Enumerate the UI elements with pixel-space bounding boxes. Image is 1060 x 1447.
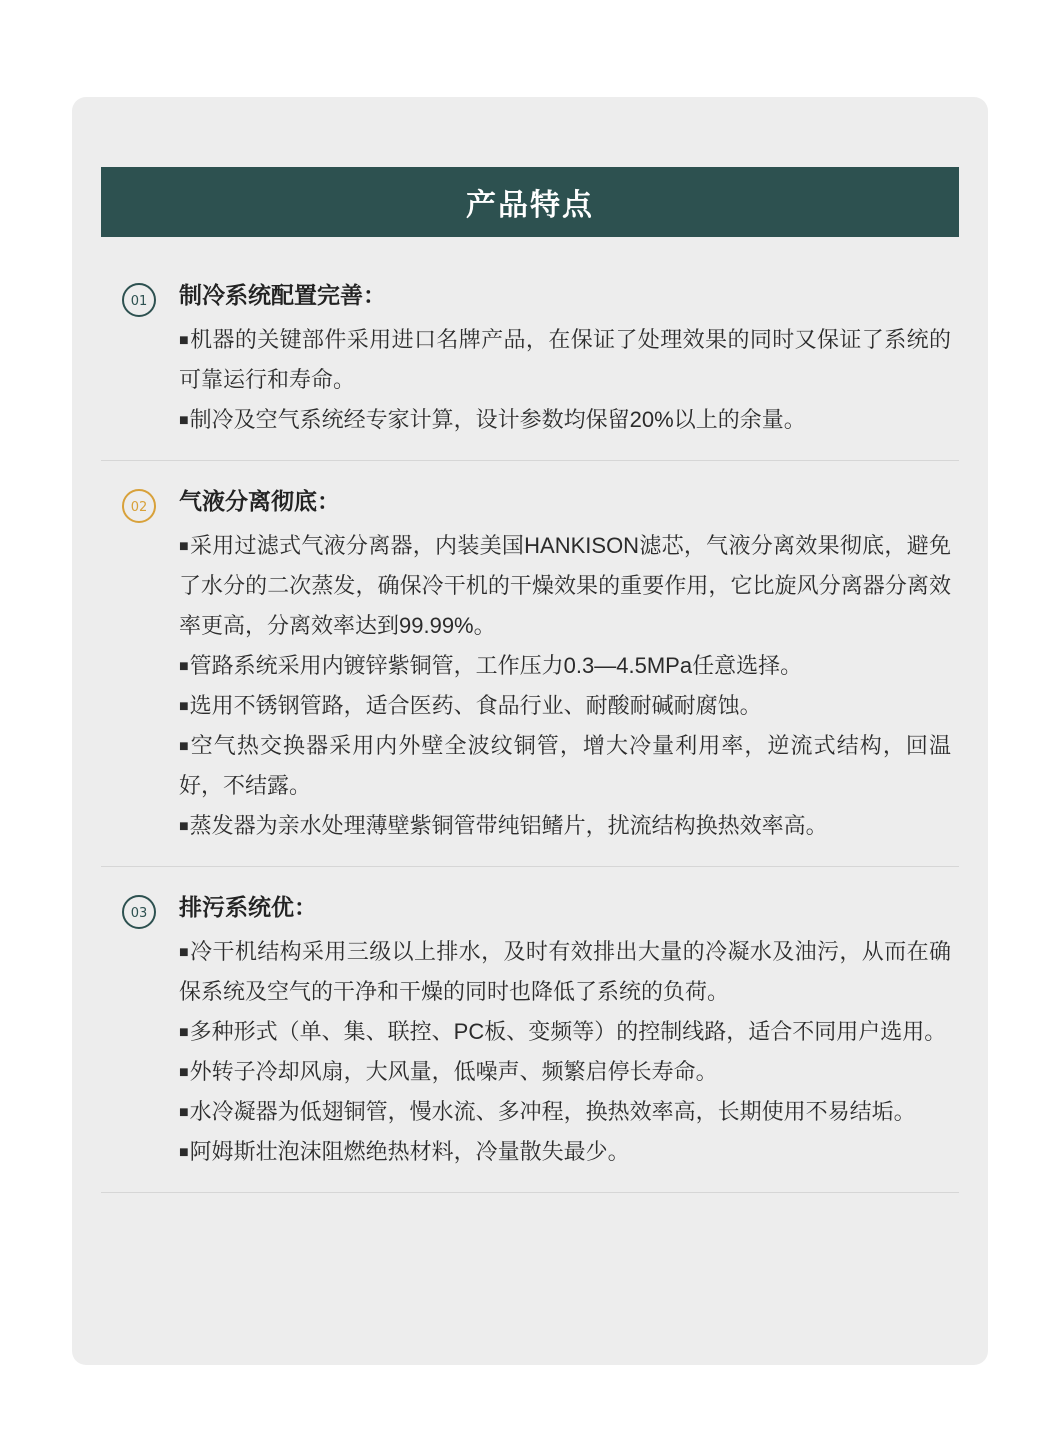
square-bullet-icon: ■: [179, 737, 190, 755]
feature-title: 制冷系统配置完善：: [179, 282, 386, 308]
feature-bullet-text: 空气热交换器采用内外壁全波纹铜管，增大冷量利用率，逆流式结构，回温好，不结露。: [179, 732, 951, 798]
feature-body: [179, 277, 959, 440]
feature-title: 排污系统优：: [179, 893, 317, 920]
square-bullet-icon: ■: [179, 1063, 189, 1081]
feature-section: [101, 255, 959, 461]
feature-bullet: [179, 686, 951, 726]
square-bullet-icon: ■: [179, 817, 189, 835]
feature-bullet-text: 选用不锈钢管路，适合医药、食品行业、耐酸耐碱耐腐蚀。: [189, 692, 762, 718]
feature-bullet-text: 阿姆斯壮泡沫阻燃绝热材料，冷量散失最少。: [189, 1138, 630, 1164]
feature-bullet: [179, 932, 951, 1012]
section-header-bar: [101, 167, 959, 237]
feature-bullet: [179, 1012, 951, 1052]
feature-bullet: [179, 526, 951, 646]
feature-section: [101, 461, 959, 867]
feature-number-badge: 02: [122, 489, 156, 523]
feature-bullet: [179, 320, 951, 400]
square-bullet-icon: ■: [179, 537, 189, 555]
feature-bullet: [179, 400, 951, 440]
feature-bullet: [179, 1132, 951, 1172]
feature-bullet-text: 冷干机结构采用三级以上排水，及时有效排出大量的冷凝水及油污，从而在确保系统及空气的干净和干燥的同时也降低了系统的负荷。: [179, 938, 951, 1004]
feature-number-badge: 01: [122, 283, 156, 317]
page-title: 产品特点: [466, 189, 594, 222]
feature-number-badge: 03: [122, 895, 156, 929]
square-bullet-icon: ■: [179, 1103, 189, 1121]
feature-bullet-text: 蒸发器为亲水处理薄壁紫铜管带纯铝鳍片，扰流结构换热效率高。: [189, 812, 828, 838]
feature-bullet: [179, 1092, 951, 1132]
feature-section: [101, 867, 959, 1193]
feature-bullet: [179, 1052, 951, 1092]
feature-bullet-text: 多种形式（单、集、联控、PC板、变频等）的控制线路，适合不同用户选用。: [189, 1018, 947, 1044]
feature-bullet: [179, 726, 951, 806]
feature-body: [179, 889, 959, 1172]
features-list: [101, 255, 959, 1193]
square-bullet-icon: ■: [179, 943, 190, 961]
square-bullet-icon: ■: [179, 411, 189, 429]
feature-title: 气液分离彻底：: [179, 487, 340, 514]
feature-bullet: [179, 646, 951, 686]
square-bullet-icon: ■: [179, 657, 189, 675]
square-bullet-icon: ■: [179, 331, 190, 349]
feature-bullet-text: 水冷凝器为低翅铜管，慢水流、多冲程，换热效率高，长期使用不易结垢。: [189, 1098, 916, 1124]
feature-body: [179, 483, 959, 846]
feature-bullet-text: 管路系统采用内镀锌紫铜管，工作压力0.3—4.5MPa任意选择。: [189, 652, 803, 678]
feature-bullet-text: 外转子冷却风扇，大风量，低噪声、频繁启停长寿命。: [189, 1058, 718, 1084]
feature-bullet-text: 制冷及空气系统经专家计算，设计参数均保留20%以上的余量。: [189, 406, 806, 432]
square-bullet-icon: ■: [179, 1143, 189, 1161]
feature-bullet-text: 采用过滤式气液分离器，内装美国HANKISON滤芯，气液分离效果彻底，避免了水分的二次蒸发，确保冷干机的干燥效果的重要作用，它比旋风分离器分离效率更高，分离效率达到99.99%。: [179, 532, 951, 638]
feature-bullet: [179, 806, 951, 846]
feature-bullet-text: 机器的关键部件采用进口名牌产品，在保证了处理效果的同时又保证了系统的可靠运行和寿命。: [179, 326, 951, 392]
square-bullet-icon: ■: [179, 1023, 189, 1041]
square-bullet-icon: ■: [179, 697, 189, 715]
